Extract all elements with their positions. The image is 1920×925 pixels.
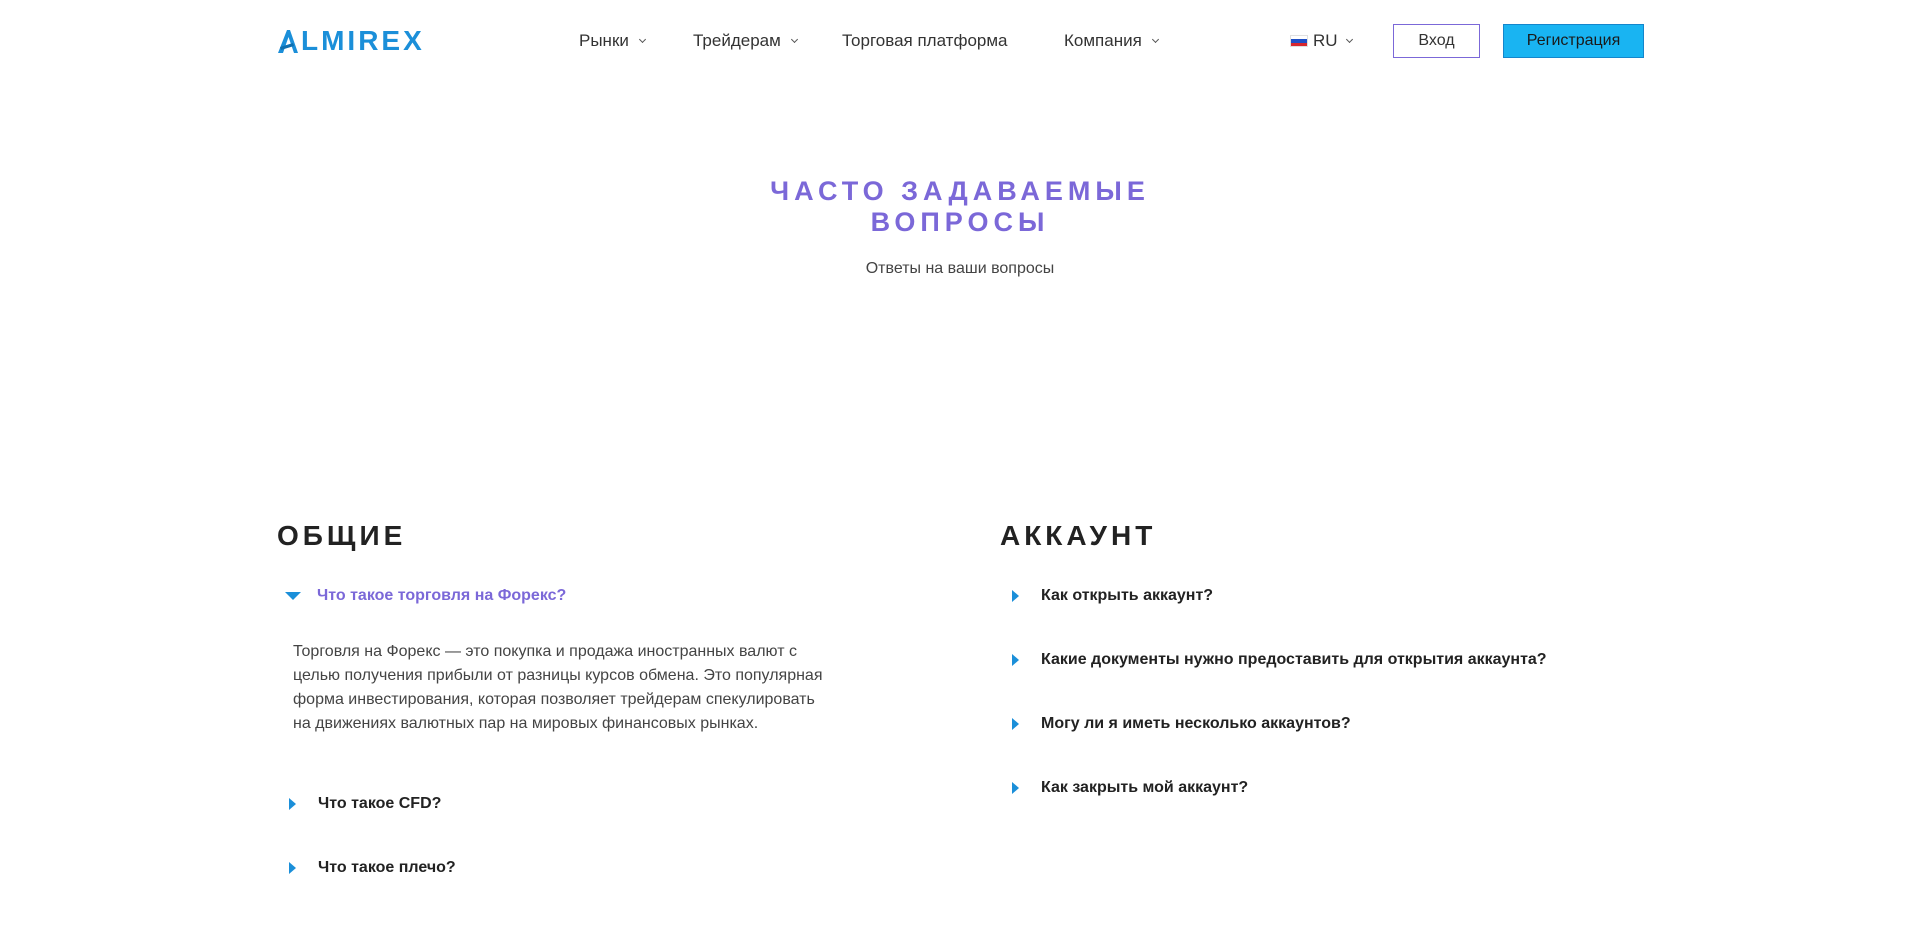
faq-question: Что такое торговля на Форекс? (317, 587, 567, 604)
register-button[interactable]: Регистрация (1503, 24, 1644, 58)
russia-flag-icon (1290, 35, 1308, 47)
chevron-down-icon (1346, 35, 1353, 42)
faq-question: Как открыть аккаунт? (1041, 587, 1214, 604)
section-general-title: ОБЩИЕ (277, 520, 407, 551)
faq-question: Что такое CFD? (318, 795, 442, 812)
nav-trading-platform-label: Торговая платформа (842, 31, 1008, 50)
caret-right-icon (289, 798, 296, 810)
logo-text: LMIREX (301, 25, 425, 56)
faq-question: Какие документы нужно предоставить для открытия аккаунта? (1041, 651, 1547, 668)
logo-mark-icon (277, 28, 299, 54)
language-label: RU (1313, 31, 1338, 50)
page-subtitle: Ответы на ваши вопросы (865, 260, 1055, 277)
faq-item-open-account[interactable] (1000, 584, 1213, 608)
logo[interactable] (277, 26, 425, 56)
chevron-down-icon (1152, 35, 1159, 42)
caret-right-icon (1012, 718, 1019, 730)
caret-down-icon (285, 592, 301, 600)
site-header (0, 0, 1920, 82)
caret-right-icon (1012, 654, 1019, 666)
nav-trading-platform[interactable] (842, 29, 1008, 53)
caret-right-icon (289, 862, 296, 874)
faq-question: Могу ли я иметь несколько аккаунтов? (1041, 715, 1351, 732)
faq-question: Что такое плечо? (318, 859, 456, 876)
faq-item-cfd[interactable] (277, 792, 441, 816)
caret-right-icon (1012, 782, 1019, 794)
nav-company-label: Компания (1064, 31, 1142, 50)
faq-item-multiple-accounts[interactable] (1000, 712, 1351, 736)
nav-markets[interactable] (579, 29, 645, 53)
language-selector[interactable] (1290, 29, 1352, 53)
nav-markets-label: Рынки (579, 31, 629, 50)
faq-item-documents[interactable] (1000, 648, 1547, 672)
faq-item-close-account[interactable] (1000, 776, 1248, 800)
faq-item-forex[interactable] (277, 584, 566, 608)
nav-traders-label: Трейдерам (693, 31, 781, 50)
faq-item-leverage[interactable] (277, 856, 456, 880)
page-title (660, 176, 1260, 238)
section-account-title: АККАУНТ (1000, 520, 1157, 551)
caret-right-icon (1012, 590, 1019, 602)
page-title-line2: ВОПРОСЫ (870, 207, 1050, 237)
page-title-line1: ЧАСТО ЗАДАВАЕМЫЕ (770, 176, 1150, 206)
login-button[interactable]: Вход (1393, 24, 1480, 58)
nav-company[interactable] (1064, 29, 1158, 53)
nav-traders[interactable] (693, 29, 797, 53)
faq-answer-forex: Торговля на Форекс — это покупка и продажа иностранных валют с целью получения прибыли от разницы курсов обмена. Это популярная форма инвестирования, которая позволяет трейдерам спекулировать на движениях валютных пар на мировых финансовых рынках. (293, 643, 823, 732)
chevron-down-icon (791, 35, 798, 42)
faq-question: Как закрыть мой аккаунт? (1041, 779, 1249, 796)
chevron-down-icon (639, 35, 646, 42)
